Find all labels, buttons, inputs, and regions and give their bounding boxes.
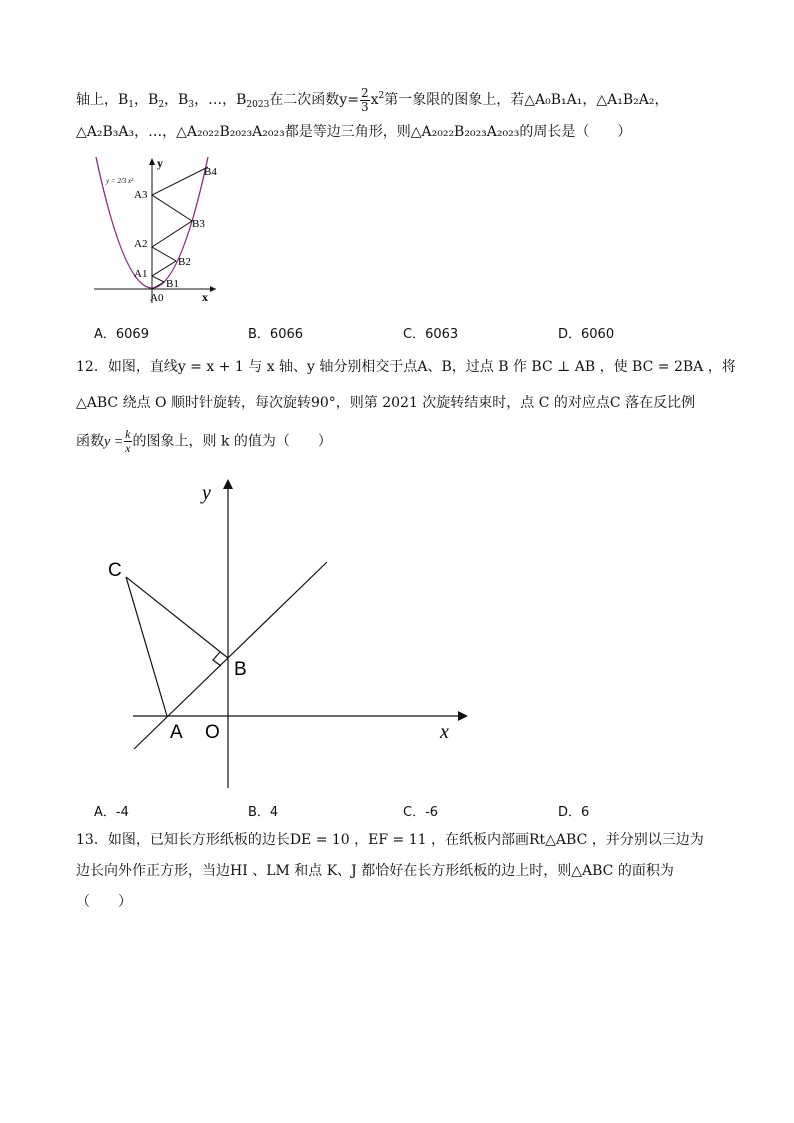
line-y-eq-x-plus-1 xyxy=(134,562,327,749)
fraction-k-over-x: $\frac{k}{x}$ xyxy=(125,427,131,455)
segment-CB xyxy=(126,577,228,658)
q12-option-a[interactable]: A．-4 xyxy=(94,805,129,820)
q11-option-a[interactable]: A．6069 xyxy=(94,327,149,342)
q13-line-1: 13．如图，已知长方形纸板的边长DE = 10 ，EF = 11 ，在纸板内部画Rt△ABC ，并分别以三边为 xyxy=(76,832,704,848)
q11-option-d[interactable]: D．6060 xyxy=(558,327,615,342)
q11-line-1: 轴上，$B_1$，$B_2$，$B_3$，…，$B_{2023}$在二次函数y= $\frac{2}{3}$ $x^2$第一象限的图象上，若△A₀B₁A₁，△A₁B₂A₂， xyxy=(76,85,669,114)
label-A1: A1 xyxy=(134,268,148,280)
label-B: B xyxy=(234,659,247,680)
label-A2: A2 xyxy=(134,238,148,250)
q12-line-1: 12．如图，直线y = x + 1 与 x 轴、y 轴分别相交于点A、B，过点 B 作 BC ⊥ AB ，使 BC = 2BA ，将 xyxy=(76,359,736,375)
q11-line-2: △A₂B₃A₃，…，△A₂₀₂₂B₂₀₂₃A₂₀₂₃都是等边三角形，则△A₂₀₂₂B₂₀₂₃A₂₀₂₃的周长是（ ） xyxy=(76,124,632,140)
q12-option-d[interactable]: D．6 xyxy=(558,805,590,820)
x-axis-arrow-icon xyxy=(210,286,216,292)
y-axis-label: y xyxy=(202,482,211,504)
label-A3: A3 xyxy=(134,189,148,201)
label-A0: A0 xyxy=(150,292,164,304)
q12-line-3: 函数y = $\frac{k}{x}$ 的图象上，则 k 的值为（ ） xyxy=(76,427,332,455)
q12-rotation-figure xyxy=(90,470,490,800)
x-axis-label: x xyxy=(440,721,449,743)
segment-CA xyxy=(126,577,167,716)
fraction-2-3: $\frac{2}{3}$ xyxy=(360,85,369,114)
q11-option-c[interactable]: C．6063 xyxy=(403,327,459,342)
y-axis-arrow-icon xyxy=(149,158,155,165)
x-axis-label: x xyxy=(202,290,208,304)
q12-option-b[interactable]: B．4 xyxy=(248,805,279,820)
q11-option-b[interactable]: B．6066 xyxy=(248,327,304,342)
label-B2: B2 xyxy=(178,256,191,268)
q13-line-2: 边长向外作正方形，当边HI 、LM 和点 K、J 都恰好在长方形纸板的边上时，则△ABC 的面积为 xyxy=(76,863,674,879)
y-axis-label: y xyxy=(157,156,163,170)
function-label: y = 2/3 x² xyxy=(106,177,134,185)
q13-line-3: （ ） xyxy=(76,894,132,910)
right-angle-mark xyxy=(213,652,221,666)
label-B1: B1 xyxy=(166,278,179,290)
x-axis-arrow-icon xyxy=(458,711,468,721)
label-O: O xyxy=(205,722,220,743)
label-B3: B3 xyxy=(192,218,205,230)
label-A: A xyxy=(170,722,183,743)
y-axis-arrow-icon xyxy=(223,479,233,489)
label-C: C xyxy=(108,560,122,581)
q12-line-2: △ABC 绕点 O 顺时针旋转，每次旋转90°，则第 2021 次旋转结束时，点 C 的对应点C 落在反比例 xyxy=(76,395,696,411)
label-B4: B4 xyxy=(204,166,217,178)
q11-parabola-figure xyxy=(88,155,228,310)
q12-option-c[interactable]: C．-6 xyxy=(403,805,439,820)
